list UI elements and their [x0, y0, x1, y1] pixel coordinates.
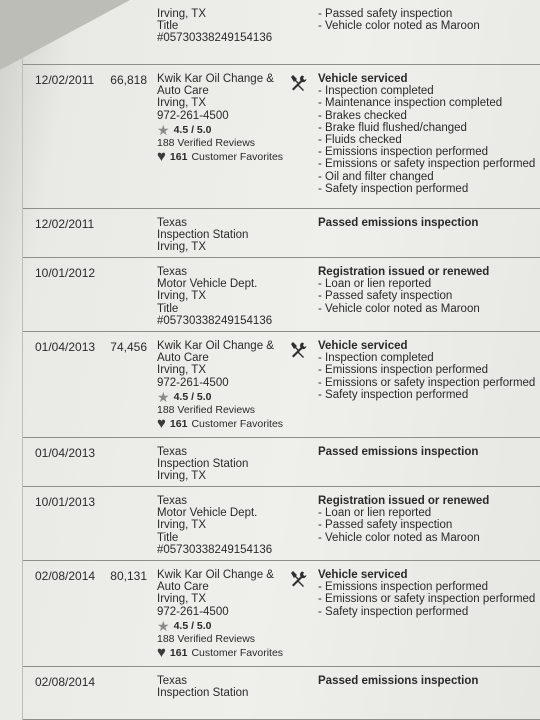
row-source: [157, 73, 297, 166]
rating: [157, 121, 297, 138]
event-item: - Passed safety inspection: [318, 290, 453, 303]
event-item: - Emissions inspection performed: [318, 364, 489, 377]
source-line: Irving, TX: [157, 8, 206, 20]
favorites-label: Customer Favorites: [191, 647, 284, 660]
source-line: 972-261-4500: [157, 605, 229, 618]
row-source: [157, 569, 297, 662]
source-line: Irving, TX: [157, 97, 206, 110]
row-date: 12/02/2011: [35, 217, 95, 231]
history-row: [23, 0, 540, 65]
source-line: Texas: [157, 495, 188, 507]
history-row: [23, 438, 540, 487]
row-details: [318, 340, 538, 401]
star-icon: ★: [157, 121, 170, 138]
history-row: [23, 667, 540, 720]
source-line: Irving, TX: [157, 470, 206, 483]
favorites-count: 161: [169, 151, 188, 164]
event-heading: Vehicle serviced: [318, 340, 408, 352]
customer-favorites: [157, 644, 297, 662]
source-line: Kwik Kar Oil Change &: [157, 73, 274, 85]
source-line: Texas: [157, 217, 188, 229]
rating: [157, 388, 297, 405]
row-details: [318, 495, 538, 544]
event-item: - Emissions or safety inspection performed: [318, 158, 536, 171]
row-details: [318, 217, 538, 229]
row-date: 02/08/2014: [35, 675, 96, 689]
event-item: - Inspection completed: [318, 85, 434, 98]
source-line: Kwik Kar Oil Change &: [157, 340, 274, 352]
row-date: 01/04/2013: [35, 446, 96, 460]
rating-value: 4.5 / 5.0: [173, 123, 212, 136]
row-source: [157, 266, 297, 327]
star-icon: ★: [157, 388, 170, 405]
event-item: - Oil and filter changed: [318, 170, 434, 183]
event-item: - Inspection completed: [318, 352, 434, 365]
source-line: #05730338249154136: [157, 32, 273, 45]
source-line: Title: [157, 531, 179, 544]
event-item: - Safety inspection performed: [318, 605, 469, 618]
verified-reviews: 188 Verified Reviews: [157, 404, 256, 417]
row-details: [318, 73, 538, 195]
event-heading: Passed emissions inspection: [318, 446, 479, 458]
source-line: Inspection Station: [157, 229, 249, 242]
favorites-count: 161: [169, 418, 188, 431]
heart-icon: ♥: [157, 415, 166, 433]
event-heading: Vehicle serviced: [318, 569, 408, 581]
row-details: [318, 266, 538, 315]
event-heading: Registration issued or renewed: [318, 266, 490, 278]
event-item: - Emissions inspection performed: [318, 581, 489, 594]
event-item: - Emissions or safety inspection performed: [318, 376, 536, 389]
rating-value: 4.5 / 5.0: [173, 619, 212, 632]
source-line: #05730338249154136: [157, 543, 273, 556]
event-item: - Vehicle color noted as Maroon: [318, 20, 480, 33]
heart-icon: ♥: [157, 644, 166, 662]
source-line: Irving, TX: [157, 519, 206, 532]
source-line: Motor Vehicle Dept.: [157, 507, 258, 520]
source-line: Inspection Station: [157, 687, 249, 700]
tools-icon: [288, 73, 308, 93]
event-item: - Maintenance inspection completed: [318, 97, 503, 110]
row-mileage: 66,818: [110, 73, 147, 87]
row-source: [157, 217, 297, 254]
event-heading: Registration issued or renewed: [318, 495, 490, 507]
history-row: [23, 258, 540, 332]
tools-icon: [288, 340, 308, 360]
tools-icon: [288, 569, 308, 589]
history-row: [23, 209, 540, 258]
source-line: Irving, TX: [157, 290, 206, 303]
source-line: Auto Care: [157, 581, 209, 594]
favorites-label: Customer Favorites: [191, 418, 284, 431]
customer-favorites: [157, 148, 297, 166]
history-table: [22, 0, 540, 720]
source-line: Title: [157, 302, 179, 315]
source-line: #05730338249154136: [157, 314, 273, 327]
row-source: [157, 675, 297, 699]
source-line: 972-261-4500: [157, 109, 229, 122]
history-row: [23, 487, 540, 561]
history-row: [23, 65, 540, 209]
row-date: 01/04/2013: [35, 340, 96, 354]
rating-value: 4.5 / 5.0: [173, 390, 212, 403]
row-date: 10/01/2013: [35, 495, 96, 509]
row-details: [318, 446, 538, 458]
source-line: Texas: [157, 675, 188, 687]
source-line: 972-261-4500: [157, 376, 229, 389]
customer-favorites: [157, 415, 297, 433]
row-source: [157, 340, 297, 433]
event-item: - Loan or lien reported: [318, 278, 432, 291]
row-date: 02/08/2014: [35, 569, 96, 583]
history-row: [23, 332, 540, 438]
event-item: - Emissions or safety inspection performed: [318, 593, 536, 606]
source-line: Auto Care: [157, 85, 209, 98]
event-item: - Vehicle color noted as Maroon: [318, 302, 480, 315]
source-line: Irving, TX: [157, 241, 206, 254]
favorites-label: Customer Favorites: [191, 151, 284, 164]
row-details: [318, 675, 538, 687]
event-item: - Safety inspection performed: [318, 182, 469, 195]
event-item: - Emissions inspection performed: [318, 146, 489, 159]
event-item: - Vehicle color noted as Maroon: [318, 531, 480, 544]
star-icon: ★: [157, 617, 170, 634]
source-line: Auto Care: [157, 352, 209, 365]
source-line: Kwik Kar Oil Change &: [157, 569, 274, 581]
favorites-count: 161: [169, 647, 188, 660]
source-line: Inspection Station: [157, 458, 249, 471]
event-item: - Loan or lien reported: [318, 507, 432, 520]
source-line: Irving, TX: [157, 593, 206, 606]
event-item: - Passed safety inspection: [318, 8, 453, 20]
source-line: Motor Vehicle Dept.: [157, 278, 258, 291]
event-heading: Passed emissions inspection: [318, 217, 479, 229]
event-item: - Fluids checked: [318, 134, 402, 147]
event-heading: Passed emissions inspection: [318, 675, 479, 687]
history-row: [23, 561, 540, 667]
event-item: - Passed safety inspection: [318, 519, 453, 532]
row-date: 10/01/2012: [35, 266, 96, 280]
event-item: - Brakes checked: [318, 109, 407, 122]
source-line: Texas: [157, 266, 188, 278]
row-source: [157, 495, 297, 556]
row-source: [157, 446, 297, 483]
row-mileage: 80,131: [110, 569, 147, 583]
source-line: Title: [157, 20, 179, 33]
row-details: [318, 8, 538, 32]
source-line: Irving, TX: [157, 364, 206, 377]
verified-reviews: 188 Verified Reviews: [157, 137, 256, 150]
rating: [157, 617, 297, 634]
row-source: [157, 8, 297, 45]
event-item: - Safety inspection performed: [318, 388, 469, 401]
heart-icon: ♥: [157, 148, 166, 166]
verified-reviews: 188 Verified Reviews: [157, 633, 256, 646]
row-date: 12/02/2011: [35, 73, 95, 87]
row-mileage: 74,456: [110, 340, 147, 354]
event-item: - Brake fluid flushed/changed: [318, 121, 467, 134]
source-line: Texas: [157, 446, 188, 458]
event-heading: Vehicle serviced: [318, 73, 408, 85]
row-details: [318, 569, 538, 618]
